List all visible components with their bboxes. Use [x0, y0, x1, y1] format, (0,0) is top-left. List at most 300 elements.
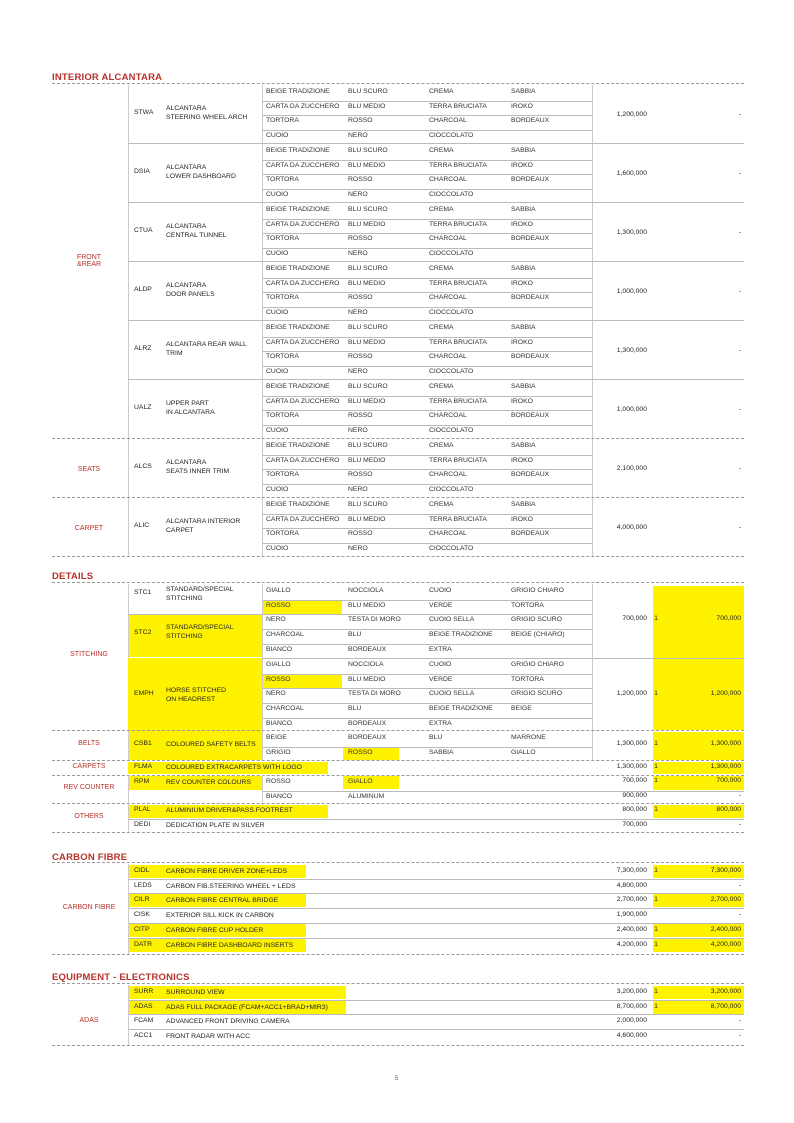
alcantara-color: TERRA BRUCIATA	[429, 220, 487, 228]
alcantara-color: SABBIA	[511, 88, 536, 95]
alcantara-color: CIOCCOLATO	[429, 250, 474, 258]
column-divider	[262, 439, 263, 498]
option-quantity: 1	[654, 806, 658, 813]
alcantara-color: CUOIO	[266, 486, 289, 494]
group-divider	[52, 954, 744, 955]
group-divider	[52, 1045, 744, 1046]
belt-color: BEIGE	[266, 734, 287, 741]
alcantara-color: ROSSO	[348, 294, 373, 302]
headrest-color: TESTA DI MORO	[348, 690, 401, 698]
option-price: 1,200,000	[616, 690, 647, 697]
alcantara-color: TERRA BRUCIATA	[429, 456, 487, 464]
group-divider	[52, 832, 744, 833]
row-divider	[128, 1014, 744, 1015]
alcantara-color: ROSSO	[348, 176, 373, 184]
option-total: -	[738, 524, 741, 531]
option-description: HORSE STITCHED ON HEADREST	[166, 687, 227, 703]
option-total: 800,000	[716, 806, 741, 813]
option-code: DATR	[134, 940, 152, 948]
section-rule	[52, 983, 744, 984]
stitching-color: BLU	[348, 631, 362, 639]
alcantara-color: CIOCCOLATO	[429, 132, 474, 140]
option-description: COLOURED SAFETY BELTS	[166, 741, 256, 748]
option-total: -	[738, 465, 741, 472]
category-label: CARBON FIBRE	[62, 904, 116, 911]
alcantara-color: BEIGE TRADIZIONE	[266, 206, 330, 213]
option-description: STANDARD/SPECIAL STITCHING	[166, 624, 234, 640]
alcantara-color: CIOCCOLATO	[429, 486, 474, 494]
option-price: 2,000,000	[616, 1017, 647, 1025]
belt-color: GRIGIO	[266, 748, 291, 756]
option-code: DSIA	[134, 168, 150, 175]
alcantara-color: IROKO	[511, 456, 533, 464]
alcantara-color: NERO	[348, 486, 368, 494]
alcantara-color: BLU MEDIO	[348, 397, 386, 405]
option-description: COLOURED EXTRACARPETS WITH LOGO	[166, 764, 302, 771]
option-total: -	[738, 406, 741, 413]
column-divider	[262, 262, 263, 321]
alcantara-color: ROSSO	[348, 235, 373, 243]
group-divider	[52, 803, 744, 804]
column-divider	[128, 985, 129, 1045]
option-total: -	[738, 881, 741, 889]
alcantara-color: CREMA	[429, 501, 454, 508]
row-divider	[262, 718, 592, 719]
column-divider	[262, 731, 263, 761]
row-divider	[262, 366, 592, 367]
option-price: 4,000,000	[616, 524, 647, 531]
category-label: BELTS	[78, 740, 100, 747]
row-divider	[128, 1029, 744, 1030]
alcantara-color: BLU SCURO	[348, 265, 388, 272]
row-divider	[128, 819, 744, 820]
option-code: ALCS	[134, 463, 152, 470]
row-divider	[262, 703, 592, 704]
column-divider	[262, 203, 263, 262]
stitching-color: GIALLO	[266, 587, 291, 594]
alcantara-color: NERO	[348, 132, 368, 140]
column-divider	[128, 203, 129, 262]
option-code: CITP	[134, 925, 150, 933]
alcantara-color: BORDEAUX	[511, 294, 550, 302]
column-divider	[262, 380, 263, 439]
alcantara-color: SABBIA	[511, 324, 536, 331]
alcantara-color: BLU MEDIO	[348, 161, 386, 169]
alcantara-color: BLU SCURO	[348, 383, 388, 390]
alcantara-color: NERO	[348, 250, 368, 258]
stitching-color: VERDE	[429, 601, 453, 609]
category-label: CARPETS	[72, 763, 106, 770]
stitching-color: ROSSO	[266, 601, 291, 609]
column-divider	[128, 864, 129, 954]
headrest-color: TORTORA	[511, 675, 544, 683]
stitching-color: GRIGIO CHIARO	[511, 587, 564, 594]
group-divider	[52, 438, 744, 439]
row-divider	[128, 320, 744, 321]
row-divider	[128, 261, 744, 262]
alcantara-color: TORTORA	[266, 117, 299, 125]
column-divider	[262, 584, 263, 658]
alcantara-color: CARTA DA ZUCCHERO	[266, 279, 340, 287]
row-divider	[262, 307, 592, 308]
alcantara-color: BEIGE TRADIZIONE	[266, 442, 330, 449]
alcantara-color: CUOIO	[266, 309, 289, 317]
alcantara-color: CIOCCOLATO	[429, 368, 474, 376]
alcantara-color: CIOCCOLATO	[429, 309, 474, 317]
alcantara-color: BLU MEDIO	[348, 338, 386, 346]
row-divider	[262, 248, 592, 249]
alcantara-color: TORTORA	[266, 530, 299, 538]
option-price: 4,600,000	[616, 1032, 647, 1040]
row-divider	[128, 202, 744, 203]
option-description: ALCANTARA REAR WALL TRIM	[166, 341, 247, 357]
option-total: 2,400,000	[710, 925, 741, 933]
belt-color: SABBIA	[429, 748, 454, 756]
alcantara-color: CIOCCOLATO	[429, 191, 474, 199]
row-divider	[262, 747, 592, 748]
option-price: 1,600,000	[616, 170, 647, 177]
stitching-color: BEIGE TRADIZIONE	[429, 631, 493, 639]
option-description: ADVANCED FRONT DRIVING CAMERA	[166, 1018, 290, 1026]
group-divider	[52, 556, 744, 557]
headrest-color: BEIGE TRADIZIONE	[429, 705, 493, 713]
alcantara-color: SABBIA	[511, 383, 536, 390]
row-divider	[262, 644, 592, 645]
rev-color: BIANCO	[266, 792, 293, 800]
alcantara-color: BLU SCURO	[348, 501, 388, 508]
option-code: STC2	[134, 629, 152, 636]
group-divider	[52, 730, 744, 731]
category-label: STITCHING	[70, 651, 108, 658]
section-title-carbon: CARBON FIBRE	[52, 852, 128, 863]
option-code: RPM	[134, 778, 150, 785]
stitching-color: BIANCO	[266, 645, 293, 653]
option-total: 3,200,000	[710, 988, 741, 995]
option-price: 1,000,000	[616, 406, 647, 413]
option-code: UALZ	[134, 404, 152, 411]
option-total: -	[738, 229, 741, 236]
row-divider	[262, 189, 592, 190]
belt-color: ROSSO	[348, 748, 373, 756]
option-description: ALCANTARA STEERING WHEEL ARCH	[166, 105, 248, 121]
stitching-color: NOCCIOLA	[348, 587, 384, 594]
row-divider	[128, 614, 262, 615]
option-price: 2,100,000	[616, 465, 647, 472]
headrest-color: BIANCO	[266, 719, 293, 727]
alcantara-color: TORTORA	[266, 294, 299, 302]
headrest-color: BEIGE	[511, 705, 532, 713]
option-description: DEDICATION PLATE IN SILVER	[166, 821, 265, 829]
stitching-color: CHARCOAL	[266, 631, 304, 639]
stitching-color: CUOIO SELLA	[429, 616, 475, 624]
option-code: CSB1	[134, 740, 152, 747]
alcantara-color: BEIGE TRADIZIONE	[266, 147, 330, 154]
column-divider	[262, 85, 263, 144]
option-description: CARBON FIBRE CENTRAL BRIDGE	[166, 897, 279, 905]
alcantara-color: TERRA BRUCIATA	[429, 515, 487, 523]
row-divider	[128, 379, 744, 380]
alcantara-color: NERO	[348, 545, 368, 553]
alcantara-color: CIOCCOLATO	[429, 427, 474, 435]
alcantara-color: SABBIA	[511, 206, 536, 213]
alcantara-color: NERO	[348, 427, 368, 435]
option-price: 1,900,000	[616, 911, 647, 919]
alcantara-color: BLU MEDIO	[348, 515, 386, 523]
alcantara-color: CREMA	[429, 147, 454, 154]
alcantara-color: CHARCOAL	[429, 471, 467, 479]
headrest-color: GRIGIO SCURO	[511, 690, 562, 698]
option-code: ADAS	[134, 1002, 153, 1010]
alcantara-color: ROSSO	[348, 412, 373, 420]
stitching-color: GRIGIO SCURO	[511, 616, 562, 624]
option-total: -	[738, 820, 741, 828]
option-description: SURROUND VIEW	[166, 989, 225, 996]
column-divider	[262, 144, 263, 203]
alcantara-color: BORDEAUX	[511, 471, 550, 479]
alcantara-color: BLU MEDIO	[348, 279, 386, 287]
option-code: FCAM	[134, 1017, 154, 1025]
option-quantity: 1	[654, 690, 658, 697]
alcantara-color: BORDEAUX	[511, 117, 550, 125]
alcantara-color: TORTORA	[266, 353, 299, 361]
alcantara-color: IROKO	[511, 397, 533, 405]
alcantara-color: CUOIO	[266, 427, 289, 435]
option-quantity: 1	[654, 896, 658, 904]
alcantara-color: TORTORA	[266, 471, 299, 479]
option-description: REV COUNTER COLOURS	[166, 779, 251, 786]
option-code: ACC1	[134, 1032, 153, 1040]
option-quantity: 1	[654, 740, 658, 747]
alcantara-color: BORDEAUX	[511, 530, 550, 538]
option-code: EMPH	[134, 690, 154, 697]
option-total: 700,000	[716, 615, 741, 622]
alcantara-color: IROKO	[511, 515, 533, 523]
column-divider	[128, 803, 129, 833]
alcantara-color: CHARCOAL	[429, 530, 467, 538]
alcantara-color: NERO	[348, 368, 368, 376]
headrest-color: EXTRA	[429, 719, 452, 727]
option-description: ALCANTARA SEATS INNER TRIM	[166, 459, 230, 475]
alcantara-color: CREMA	[429, 206, 454, 213]
option-price: 700,000	[622, 615, 647, 622]
row-divider	[128, 879, 744, 880]
alcantara-color: BEIGE TRADIZIONE	[266, 265, 330, 272]
alcantara-color: SABBIA	[511, 147, 536, 154]
column-divider	[128, 321, 129, 380]
option-price: 800,000	[622, 806, 647, 813]
alcantara-color: CARTA DA ZUCCHERO	[266, 220, 340, 228]
alcantara-color: IROKO	[511, 161, 533, 169]
group-divider	[52, 497, 744, 498]
row-divider	[262, 543, 592, 544]
option-description: ALCANTARA LOWER DASHBOARD	[166, 164, 236, 180]
headrest-color: BLU MEDIO	[348, 675, 386, 683]
option-description: FRONT RADAR WITH ACC	[166, 1033, 251, 1041]
option-total: -	[738, 111, 741, 118]
option-description: EXTERIOR SILL KICK IN CARBON	[166, 912, 274, 920]
alcantara-color: TORTORA	[266, 235, 299, 243]
column-divider	[128, 380, 129, 439]
headrest-color: GRIGIO CHIARO	[511, 661, 564, 668]
alcantara-color: IROKO	[511, 220, 533, 228]
headrest-color: NOCCIOLA	[348, 661, 384, 668]
rev-color: ROSSO	[266, 778, 291, 785]
alcantara-color: NERO	[348, 309, 368, 317]
option-price: 4,800,000	[616, 881, 647, 889]
alcantara-color: BLU SCURO	[348, 324, 388, 331]
alcantara-color: BLU SCURO	[348, 88, 388, 95]
option-code: STWA	[134, 109, 154, 116]
option-price: 8,700,000	[616, 1002, 647, 1010]
option-quantity: 1	[654, 940, 658, 948]
column-divider	[262, 658, 263, 732]
alcantara-color: TERRA BRUCIATA	[429, 161, 487, 169]
option-code: CISK	[134, 911, 150, 919]
headrest-color: BLU	[348, 705, 362, 713]
option-description: ALCANTARA DOOR PANELS	[166, 282, 215, 298]
option-price: 2,400,000	[616, 925, 647, 933]
belt-color: MARRONE	[511, 734, 546, 741]
group-divider	[52, 760, 744, 761]
alcantara-color: CREMA	[429, 383, 454, 390]
alcantara-color: CARTA DA ZUCCHERO	[266, 102, 340, 110]
option-description: CARBON FIBRE CUP HOLDER	[166, 926, 264, 934]
option-total: -	[738, 1032, 741, 1040]
option-total: -	[738, 347, 741, 354]
option-description: CARBON FIBRE DRIVER ZONE+LEDS	[166, 868, 288, 875]
page-number: 5	[395, 1076, 399, 1082]
alcantara-color: NERO	[348, 191, 368, 199]
category-label: ADAS	[79, 1017, 99, 1024]
alcantara-color: ROSSO	[348, 353, 373, 361]
option-price: 1,300,000	[616, 229, 647, 236]
option-price: 1,300,000	[616, 763, 647, 770]
option-code: ALIC	[134, 522, 150, 529]
option-quantity: 1	[654, 988, 658, 995]
column-divider	[262, 775, 263, 805]
option-total: -	[738, 170, 741, 177]
option-code: ALRZ	[134, 345, 152, 352]
headrest-color: NERO	[266, 690, 286, 698]
column-divider	[128, 498, 129, 557]
option-price: 1,300,000	[616, 740, 647, 747]
alcantara-color: TORTORA	[266, 176, 299, 184]
alcantara-color: BLU SCURO	[348, 147, 388, 154]
alcantara-color: CHARCOAL	[429, 117, 467, 125]
option-price: 3,200,000	[616, 988, 647, 995]
alcantara-color: IROKO	[511, 102, 533, 110]
alcantara-color: BORDEAUX	[511, 235, 550, 243]
alcantara-color: ROSSO	[348, 530, 373, 538]
option-description: ALCANTARA CENTRAL TUNNEL	[166, 223, 227, 239]
alcantara-color: CUOIO	[266, 250, 289, 258]
alcantara-color: SABBIA	[511, 265, 536, 272]
alcantara-color: TERRA BRUCIATA	[429, 338, 487, 346]
option-price: 1,000,000	[616, 288, 647, 295]
option-price: 900,000	[622, 791, 647, 799]
column-divider	[262, 498, 263, 557]
alcantara-color: CHARCOAL	[429, 353, 467, 361]
option-price: 2,700,000	[616, 896, 647, 904]
option-total: 4,200,000	[710, 940, 741, 948]
option-total: 2,700,000	[710, 896, 741, 904]
alcantara-color: SABBIA	[511, 501, 536, 508]
stitching-color: TESTA DI MORO	[348, 616, 401, 624]
stitching-color: BEIGE (CHIARO)	[511, 631, 565, 639]
alcantara-color: BEIGE TRADIZIONE	[266, 88, 330, 95]
option-code: CILR	[134, 896, 150, 904]
alcantara-color: IROKO	[511, 279, 533, 287]
option-code: SURR	[134, 988, 154, 995]
option-description: ALCANTARA INTERIOR CARPET	[166, 518, 241, 534]
alcantara-color: ROSSO	[348, 471, 373, 479]
section-rule	[52, 862, 744, 863]
option-total: 1,200,000	[710, 690, 741, 697]
option-quantity: 1	[654, 615, 658, 622]
category-label: FRONT &REAR	[76, 254, 102, 268]
alcantara-color: ROSSO	[348, 117, 373, 125]
column-divider	[128, 439, 129, 498]
alcantara-color: BORDEAUX	[511, 412, 550, 420]
column-divider	[128, 262, 129, 321]
row-divider	[128, 143, 744, 144]
alcantara-color: BEIGE TRADIZIONE	[266, 501, 330, 508]
row-divider	[262, 484, 592, 485]
section-title-details: DETAILS	[52, 571, 94, 582]
alcantara-color: CREMA	[429, 265, 454, 272]
option-quantity: 1	[654, 777, 658, 784]
alcantara-color: TORTORA	[266, 412, 299, 420]
option-code: LEDS	[134, 881, 152, 889]
alcantara-color: CUOIO	[266, 132, 289, 140]
section-title-interior: INTERIOR ALCANTARA	[52, 72, 163, 83]
option-total: 1,300,000	[710, 740, 741, 747]
headrest-color: CHARCOAL	[266, 705, 304, 713]
alcantara-color: CARTA DA ZUCCHERO	[266, 338, 340, 346]
section-rule	[52, 582, 744, 583]
alcantara-color: TERRA BRUCIATA	[429, 279, 487, 287]
row-divider	[262, 425, 592, 426]
option-price: 1,300,000	[616, 347, 647, 354]
option-code: ALDP	[134, 286, 152, 293]
column-divider	[128, 731, 129, 761]
category-label: SEATS	[77, 465, 101, 473]
alcantara-color: BEIGE TRADIZIONE	[266, 324, 330, 331]
category-label: CARPET	[74, 524, 104, 532]
alcantara-color: CREMA	[429, 324, 454, 331]
category-label: OTHERS	[74, 813, 104, 820]
alcantara-color: CREMA	[429, 88, 454, 95]
section-rule	[52, 83, 744, 84]
category-label: REV COUNTER	[63, 784, 115, 791]
section-title-equipment: EQUIPMENT - ELECTRONICS	[52, 972, 190, 983]
option-description: CARBON FIB.STEERING WHEEL + LEDS	[166, 882, 296, 890]
column-divider	[262, 321, 263, 380]
row-divider	[128, 908, 744, 909]
headrest-color: CUOIO	[429, 661, 452, 668]
stitching-color: BORDEAUX	[348, 645, 387, 653]
alcantara-color: CUOIO	[266, 368, 289, 376]
alcantara-color: CUOIO	[266, 191, 289, 199]
row-divider	[262, 130, 592, 131]
alcantara-color: CARTA DA ZUCCHERO	[266, 161, 340, 169]
option-quantity: 1	[654, 763, 658, 770]
option-code: CIDL	[134, 867, 150, 874]
alcantara-color: CHARCOAL	[429, 412, 467, 420]
alcantara-color: IROKO	[511, 338, 533, 346]
belt-color: GIALLO	[511, 748, 536, 756]
option-total: -	[738, 1017, 741, 1025]
